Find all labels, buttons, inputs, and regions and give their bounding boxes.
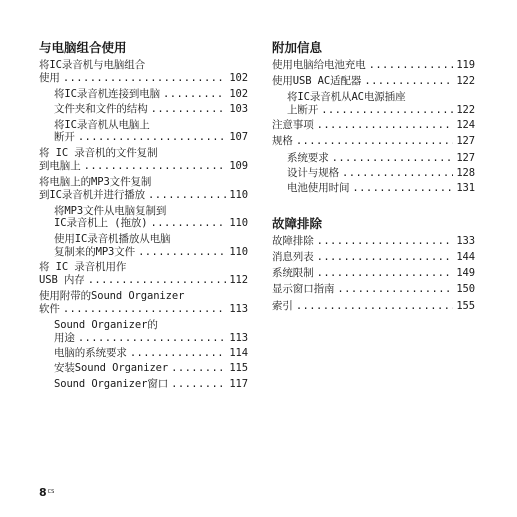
toc-entry-line <box>39 59 248 72</box>
dot-leader <box>317 119 454 132</box>
toc-entry-line <box>39 303 248 316</box>
toc-entry-title: 使用IC录音机播放从电脑 <box>54 232 171 245</box>
toc-page-number: 102 <box>229 71 248 84</box>
dot-leader <box>317 235 454 248</box>
toc-entry-line <box>54 119 248 132</box>
toc-list-computer <box>39 59 248 391</box>
dot-leader <box>78 131 227 144</box>
toc-entry-line <box>39 261 248 274</box>
toc-entry <box>272 135 475 148</box>
toc-subentry <box>39 205 248 231</box>
toc-page-number: 149 <box>456 267 475 280</box>
toc-left-column <box>39 40 248 393</box>
dot-leader <box>342 167 453 180</box>
toc-subentry <box>39 233 248 259</box>
toc-entry-title: 将IC录音机从电脑上 <box>54 118 150 131</box>
toc-subentry <box>39 119 248 145</box>
toc-page-number: 144 <box>456 251 475 264</box>
toc-entry <box>272 300 475 313</box>
toc-entry-title: 使用USB AC适配器 <box>272 75 362 88</box>
toc-entry <box>272 59 475 72</box>
toc-page-number: 122 <box>456 103 475 116</box>
language-code: CS <box>47 489 55 495</box>
toc-entry <box>39 290 248 316</box>
toc-entry <box>272 119 475 132</box>
toc-entry-title: 系统限制 <box>272 267 314 280</box>
toc-list-additional-info <box>272 59 475 195</box>
toc-entry-line <box>39 189 248 202</box>
toc-entry-line <box>54 88 248 101</box>
toc-entry-title: 到电脑上 <box>39 159 81 172</box>
toc-page-number: 127 <box>456 135 475 148</box>
toc-entry-title: 使用 <box>39 71 60 84</box>
toc-entry-title: 上断开 <box>287 103 319 116</box>
dot-leader <box>151 103 227 116</box>
toc-entry-line <box>272 119 475 132</box>
section-title-troubleshooting: 故障排除 <box>272 216 323 232</box>
toc-page-number: 107 <box>229 131 248 144</box>
section-title-additional-info: 附加信息 <box>272 40 323 55</box>
toc-page-number: 131 <box>456 182 475 195</box>
toc-entry-title: 将MP3文件从电脑复制到 <box>54 204 167 217</box>
toc-entry-title: 索引 <box>272 299 293 312</box>
toc-entry-line <box>287 91 475 104</box>
dot-leader <box>171 362 226 375</box>
dot-leader <box>84 160 227 173</box>
toc-page-number: 110 <box>229 188 248 201</box>
toc-page-number: 110 <box>229 245 248 258</box>
toc-entry-title: 使用电脑给电池充电 <box>272 59 366 71</box>
toc-page-number: 115 <box>229 362 248 375</box>
toc-entry-title: 软件 <box>39 302 60 315</box>
toc-entry-line <box>39 176 248 189</box>
toc-entry-line <box>54 205 248 218</box>
toc-entry <box>272 251 475 264</box>
toc-entry-title: 复制来的MP3文件 <box>54 245 136 258</box>
toc-entry <box>272 283 475 296</box>
toc-entry-title: 设计与规格 <box>287 166 339 179</box>
toc-entry-title: 安装Sound Organizer <box>54 362 169 375</box>
toc-entry-line <box>54 319 248 332</box>
dot-leader <box>138 246 226 259</box>
toc-entry <box>272 267 475 280</box>
toc-entry <box>39 59 248 85</box>
toc-entry-title: 故障排除 <box>272 235 314 248</box>
toc-page-number: 110 <box>229 217 248 230</box>
toc-entry-line <box>272 59 475 72</box>
toc-entry-line <box>39 72 248 85</box>
toc-entry-line <box>54 217 248 230</box>
toc-entry <box>272 75 475 88</box>
toc-subentry <box>39 347 248 360</box>
dot-leader <box>171 378 226 391</box>
toc-entry-line <box>272 135 475 148</box>
dot-leader <box>364 75 453 88</box>
toc-page-number: 114 <box>229 346 248 359</box>
dot-leader <box>148 189 226 202</box>
toc-subentry <box>39 319 248 345</box>
dot-leader <box>88 274 227 287</box>
toc-entry-line <box>287 167 475 180</box>
toc-entry-title: 使用附带的Sound Organizer <box>39 289 185 302</box>
dot-leader <box>352 182 453 195</box>
toc-page-number: 103 <box>229 103 248 116</box>
toc-subentry <box>272 167 475 180</box>
toc-entry-line <box>39 274 248 287</box>
dot-leader <box>130 347 227 360</box>
toc-entry-line <box>54 246 248 259</box>
toc-page-number: 124 <box>456 119 475 132</box>
toc-subentry <box>272 182 475 195</box>
toc-entry-line <box>54 233 248 246</box>
dot-leader <box>317 267 454 280</box>
dot-leader <box>317 251 454 264</box>
toc-entry-line <box>272 251 475 264</box>
toc-entry-title: IC录音机上 (拖放) <box>54 217 148 230</box>
toc-page-number: 122 <box>456 75 475 88</box>
toc-subentry <box>272 91 475 117</box>
toc-entry-title: 将IC录音机连接到电脑 <box>54 87 161 100</box>
toc-subentry <box>39 103 248 116</box>
toc-entry-title: Sound Organizer的 <box>54 318 158 331</box>
dot-leader <box>321 104 453 117</box>
toc-entry-title: 系统要求 <box>287 151 329 164</box>
toc-page-number: 133 <box>456 235 475 248</box>
toc-entry-line <box>54 131 248 144</box>
toc-entry-line <box>54 378 248 391</box>
toc-entry-line <box>39 147 248 160</box>
toc-entry-title: 将 IC 录音机用作 <box>39 261 127 274</box>
toc-entry-line <box>287 152 475 165</box>
toc-right-column <box>272 40 475 316</box>
dot-leader <box>296 135 454 148</box>
toc-entry-line <box>39 160 248 173</box>
dot-leader <box>163 88 226 101</box>
toc-entry-line <box>287 182 475 195</box>
toc-entry-title: 电脑的系统要求 <box>54 346 127 359</box>
toc-page-number: 113 <box>229 331 248 344</box>
toc-entry <box>39 176 248 202</box>
toc-entry-line <box>54 362 248 375</box>
toc-entry-line <box>287 104 475 117</box>
toc-page-number: 155 <box>456 299 475 312</box>
toc-entry <box>39 261 248 287</box>
toc-entry-line <box>54 332 248 345</box>
dot-leader <box>369 59 454 72</box>
toc-page-number: 109 <box>229 159 248 172</box>
toc-subentry <box>39 88 248 101</box>
page-number <box>39 487 54 499</box>
toc-entry-line <box>39 290 248 303</box>
toc-entry-title: 将 IC 录音机的文件复制 <box>39 146 158 159</box>
toc-subentry <box>39 362 248 375</box>
toc-entry-title: Sound Organizer窗口 <box>54 377 169 390</box>
toc-page-number: 150 <box>456 283 475 296</box>
dot-leader <box>78 332 227 345</box>
dot-leader <box>332 152 454 165</box>
toc-entry-line <box>272 267 475 280</box>
toc-page-number: 112 <box>229 273 248 286</box>
toc-entry-title: 显示窗口指南 <box>272 283 335 296</box>
section-title-computer: 与电脑组合使用 <box>39 40 127 55</box>
dot-leader <box>151 217 227 230</box>
toc-subentry <box>39 378 248 391</box>
toc-entry-line <box>272 283 475 296</box>
toc-subentry <box>272 152 475 165</box>
dot-leader <box>296 300 454 313</box>
toc-entry-title: 消息列表 <box>272 251 314 264</box>
dot-leader <box>63 72 227 85</box>
toc-entry-title: 将IC录音机与电脑组合 <box>39 59 146 71</box>
toc-entry-title: 注意事项 <box>272 119 314 132</box>
toc-page-number: 119 <box>456 59 475 71</box>
dot-leader <box>337 283 453 296</box>
toc-list-troubleshooting <box>272 235 475 312</box>
toc-entry-title: USB 内存 <box>39 273 85 286</box>
toc-page-number: 117 <box>229 377 248 390</box>
page-number-value: 8 <box>39 486 47 499</box>
toc-entry-line <box>54 103 248 116</box>
toc-entry-title: 用途 <box>54 331 75 344</box>
toc-entry <box>272 235 475 248</box>
toc-entry-line <box>272 75 475 88</box>
toc-entry-title: 到IC录音机并进行播放 <box>39 188 146 201</box>
toc-entry-title: 电池使用时间 <box>287 182 350 195</box>
toc-entry-line <box>272 235 475 248</box>
toc-entry-title: 将电脑上的MP3文件复制 <box>39 175 152 188</box>
toc-page-number: 113 <box>229 302 248 315</box>
toc-entry-title: 断开 <box>54 131 75 144</box>
toc-entry-line <box>54 347 248 360</box>
toc-entry-title: 将IC录音机从AC电源插座 <box>287 91 406 104</box>
toc-entry-title: 文件夹和文件的结构 <box>54 103 148 116</box>
toc-page-number: 102 <box>229 87 248 100</box>
toc-page-number: 128 <box>456 166 475 179</box>
toc-entry <box>39 147 248 173</box>
dot-leader <box>63 303 227 316</box>
toc-page-number: 127 <box>456 151 475 164</box>
toc-entry-title: 规格 <box>272 135 293 148</box>
toc-entry-line <box>272 300 475 313</box>
